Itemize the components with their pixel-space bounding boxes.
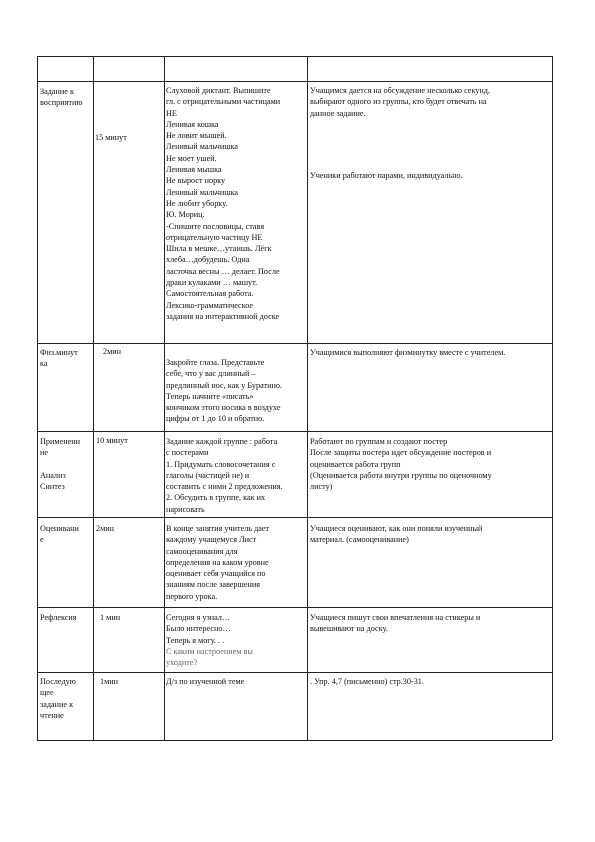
stage-cell xyxy=(40,523,79,546)
content-line: уходите? xyxy=(166,658,198,668)
content-line: определения на каком уровне xyxy=(166,557,269,567)
content-cell xyxy=(166,612,253,668)
stage-cell xyxy=(40,86,82,109)
content-line: знаниям после завершения xyxy=(166,580,260,590)
content-line: цифры от 1 до 10 и обратно. xyxy=(166,414,265,424)
time-text: 10 минут xyxy=(96,436,128,445)
content-line: каждому учащемуся Лист xyxy=(166,535,257,545)
activity-line: данное задание. xyxy=(310,108,366,118)
content-line: -Спишите пословицы, ставя xyxy=(166,221,265,231)
content-line: В конце занятия учитель дает xyxy=(166,524,270,533)
activity-line: выбирают одного из группы, кто будет отвечать на xyxy=(310,97,487,107)
row-divider xyxy=(37,431,552,432)
activity-line: Учащиеся пишут свои впечатления на стикеры и xyxy=(310,613,481,622)
column-divider xyxy=(164,56,165,740)
stage-text: ие xyxy=(40,448,49,458)
content-line: Закройте глаза. Представьте xyxy=(166,358,265,367)
stage-text: щее xyxy=(40,688,54,698)
content-cell xyxy=(166,85,280,322)
activity-cell xyxy=(310,85,490,119)
activity-line: листу) xyxy=(310,482,333,492)
time-cell xyxy=(100,612,120,623)
content-line: Самостоятельная работа. xyxy=(166,289,254,299)
content-line: Не вырост норку xyxy=(166,176,226,186)
activity-cell xyxy=(310,436,492,492)
activity-line: вывешивают на доску. xyxy=(310,624,388,634)
activity-cell xyxy=(310,347,505,358)
time-text: 15 минут xyxy=(95,133,127,142)
activity-line: После защиты постера идет обсуждение постеров и xyxy=(310,448,492,458)
content-line: гл. с отрицательными частицами xyxy=(166,97,281,107)
content-line: Было интересно… xyxy=(166,624,231,634)
content-line: Сегодня я узнал… xyxy=(166,613,231,622)
content-line: 2. Обсудить в группе, как их xyxy=(166,493,266,503)
table-border-right xyxy=(552,56,553,740)
content-line: Не моет ушей. xyxy=(166,153,217,163)
stage-text: Рефлексия xyxy=(40,613,77,622)
content-line: Слуховой диктант. Выпишите xyxy=(166,86,271,95)
content-line: Ленивая кошка xyxy=(166,119,219,129)
stage-text: Оценивани xyxy=(40,524,79,533)
content-line: первого урока. xyxy=(166,591,218,601)
stage-cell xyxy=(40,436,80,492)
activity-line: оценивается работа групп xyxy=(310,459,401,469)
content-line: Ленивый мальчишка xyxy=(166,142,239,152)
stage-text xyxy=(40,459,80,470)
content-line: нарисовать xyxy=(166,504,205,514)
content-line: Д/з по изученной теме xyxy=(166,677,245,686)
content-line: Теперь я могу. . . xyxy=(166,635,225,645)
content-line: себе, что у вас длинный – xyxy=(166,369,256,379)
content-line: 1. Придумать словосочетания с xyxy=(166,459,276,469)
content-line: Ю. Мориц. xyxy=(166,210,205,220)
content-line: Лексико-грамматическое xyxy=(166,300,254,310)
content-line: предлинный нос, как у Буратино. xyxy=(166,380,282,390)
stage-text: чтение xyxy=(40,710,64,720)
content-line: НЕ xyxy=(166,108,177,118)
activity-cell xyxy=(310,676,424,687)
stage-cell xyxy=(40,676,76,721)
content-cell xyxy=(166,676,244,687)
column-divider xyxy=(307,56,308,740)
content-line: с постерами xyxy=(166,448,209,458)
activity-line: . Упр. 4,7 (письменно) стр.30-31. xyxy=(310,677,424,686)
content-line: составить с ними 2 предложения. xyxy=(166,482,283,492)
content-cell xyxy=(166,357,282,425)
time-cell xyxy=(96,435,128,446)
content-line: Задание каждой группе : работа xyxy=(166,437,278,446)
content-line: кончиком этого носика в воздухе xyxy=(166,403,281,413)
content-line: Теперь начните «писать» xyxy=(166,391,254,401)
time-text: 2мин xyxy=(103,347,122,356)
content-line: хлеба…добудешь. Одна xyxy=(166,255,250,265)
content-line: Шила в мешке…утаишь. Лёгк xyxy=(166,244,272,254)
content-line: Ленивый мальчишка xyxy=(166,187,239,197)
content-line: ласточка весны … делает. После xyxy=(166,266,280,276)
time-text: 1мин xyxy=(100,677,119,686)
content-line: оценивает себя учащийся по xyxy=(166,569,266,579)
activity-line: Учащимися выполняют физминутку вместе с учителем. xyxy=(310,348,506,357)
stage-text: е xyxy=(40,535,44,545)
content-cell xyxy=(166,523,269,602)
time-text: 2мин xyxy=(96,524,115,533)
table-header-bottom xyxy=(37,81,552,82)
activity-cell xyxy=(310,170,463,181)
stage-text: Анализ xyxy=(40,470,66,480)
stage-text: Задание к xyxy=(40,87,74,96)
activity-line: (Оценивается работа внутри группы по оценочному xyxy=(310,470,492,480)
content-line: Не ловит мышей. xyxy=(166,131,227,141)
time-cell xyxy=(95,132,127,143)
content-cell xyxy=(166,436,283,515)
table-border-top xyxy=(37,56,552,57)
content-line: Не любит уборку. xyxy=(166,198,228,208)
stage-text: Последую xyxy=(40,677,76,686)
table-border-left xyxy=(37,56,38,740)
stage-text: восприятию xyxy=(40,98,83,108)
activity-line: Ученики работают парами, индивидуально. xyxy=(310,171,463,180)
table-border-bottom xyxy=(37,740,552,741)
row-divider xyxy=(37,607,552,608)
activity-cell xyxy=(310,523,482,546)
content-line: С каким настроением вы xyxy=(166,646,253,656)
stage-text: Физ.минут xyxy=(40,348,78,357)
content-line: отрицательную частицу НЕ xyxy=(166,232,263,242)
activity-line: материал. (самооценивание) xyxy=(310,535,409,545)
activity-line: Работают по группам и создают постер xyxy=(310,437,448,446)
stage-text: Синтез xyxy=(40,482,65,492)
stage-text: Применени xyxy=(40,437,80,446)
content-line: Ленивая мышка xyxy=(166,165,222,175)
content-line: задания на интерактивной доске xyxy=(166,311,280,321)
column-divider xyxy=(93,56,94,740)
time-cell xyxy=(103,346,121,357)
activity-line: Учащиеся оценивают, как они поняли изученный xyxy=(310,524,483,533)
row-divider xyxy=(37,517,552,518)
content-line: глаголы (частицей не) и xyxy=(166,470,250,480)
activity-cell xyxy=(310,612,480,635)
stage-cell xyxy=(40,612,77,623)
content-line: самооценивания для xyxy=(166,546,238,556)
stage-text: задание к xyxy=(40,699,74,709)
time-cell xyxy=(100,676,118,687)
time-text: 1 мин xyxy=(100,613,121,622)
stage-text: ка xyxy=(40,359,48,369)
row-divider xyxy=(37,672,552,673)
content-line: драки кулаками … машут. xyxy=(166,278,258,288)
activity-line: Учащимся дается на обсуждение несколько секунд, xyxy=(310,86,490,95)
row-divider xyxy=(37,343,552,344)
time-cell xyxy=(96,523,114,534)
stage-cell xyxy=(40,347,78,370)
